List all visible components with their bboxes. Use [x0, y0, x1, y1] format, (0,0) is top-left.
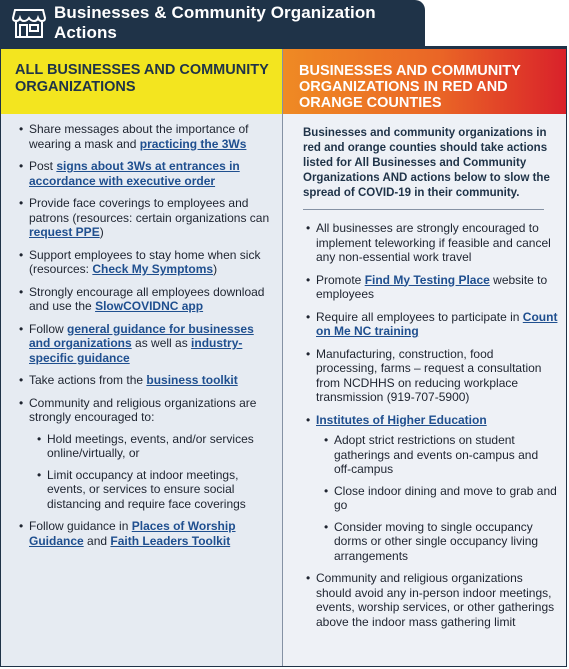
- sub-list-item: • Close indoor dining and move to grab and go: [334, 484, 558, 513]
- sub-list-item: • Limit occupancy at indoor meetings, events, or services to ensure social distancing and require face coverings: [47, 468, 274, 512]
- places-of-worship-link[interactable]: Places of Worship Guidance: [29, 519, 236, 548]
- list-item: • Promote Find My Testing Place website to employees: [316, 273, 558, 302]
- check-my-symptoms-link[interactable]: Check My Symptoms: [92, 262, 214, 276]
- red-orange-list: [283, 210, 566, 629]
- sub-list-item: • Hold meetings, events, and/or services online/virtually, or: [47, 432, 274, 461]
- list-item: • Support employees to stay home when sick (resources: Check My Symptoms): [29, 248, 274, 277]
- list-item: • Take actions from the business toolkit: [29, 373, 274, 388]
- sub-list: [29, 425, 274, 512]
- list-item: • Manufacturing, construction, food processing, farms – request a consultation from NCDHHS on reducing workplace transmission (919-707-5900): [316, 347, 558, 405]
- banner-title: Businesses & Community Organization Actions: [53, 3, 376, 42]
- general-guidance-link[interactable]: general guidance for businesses and organizations: [29, 321, 254, 350]
- find-my-testing-place-link[interactable]: Find My Testing Place: [364, 272, 490, 287]
- list-item: • Post signs about 3Ws at entrances in accordance with executive order: [29, 159, 274, 188]
- list-item: • Follow general guidance for businesses and organizations as well as industry-specific guidance: [29, 322, 274, 366]
- all-businesses-heading: ALL BUSINESSES AND COMMUNITY ORGANIZATIONS: [1, 49, 282, 114]
- institutes-higher-education-link[interactable]: Institutes of Higher Education: [316, 412, 487, 427]
- list-item: • Require all employees to participate in Count on Me NC training: [316, 310, 558, 339]
- list-item: • Follow guidance in Places of Worship Guidance and Faith Leaders Toolkit: [29, 519, 274, 548]
- list-item: • Community and religious organizations are strongly encouraged to: • Hold meetings, events, and/or services online/virtually, or • Limit occupancy at indoor meetings, events, or services to ensure social distancing and require face coverings: [29, 396, 274, 512]
- count-on-me-nc-link[interactable]: Count on Me NC training: [316, 309, 558, 338]
- banner: [0, 0, 425, 46]
- storefront-icon: [8, 1, 50, 45]
- all-businesses-list: [1, 114, 282, 548]
- sub-list-item: • Consider moving to single occupancy dorms or other single occupancy living arrangements: [334, 520, 558, 564]
- signs-3ws-link[interactable]: signs about 3Ws at entrances in accordance with executive order: [29, 159, 240, 188]
- actions-panel: [0, 46, 567, 667]
- slowcovidnc-app-link[interactable]: SlowCOVIDNC app: [95, 299, 204, 313]
- red-orange-counties-column: [283, 49, 566, 666]
- list-item: • All businesses are strongly encouraged to implement teleworking if feasible and cancel any non-essential work travel: [316, 221, 558, 265]
- red-orange-heading: BUSINESSES AND COMMUNITY ORGANIZATIONS IN RED AND ORANGE COUNTIES: [283, 49, 566, 114]
- industry-guidance-link[interactable]: industry-specific guidance: [29, 336, 243, 365]
- list-item: • Provide face coverings to employees and patrons (resources: certain organizations can request PPE): [29, 196, 274, 240]
- sub-list-item: • Adopt strict restrictions on student gatherings and events on-campus and off-campus: [334, 433, 558, 477]
- red-orange-intro: Businesses and community organizations in red and orange counties should take actions listed for All Businesses and Community Organizations AND actions below to slow the spread of COVID-19 in their community.: [303, 127, 550, 199]
- sub-list: [316, 427, 558, 563]
- business-toolkit-link[interactable]: business toolkit: [146, 373, 238, 387]
- practicing-3ws-link[interactable]: practicing the 3Ws: [139, 136, 247, 151]
- list-item: • Strongly encourage all employees download and use the SlowCOVIDNC app: [29, 285, 274, 314]
- all-businesses-column: [1, 49, 283, 666]
- request-ppe-link[interactable]: request PPE: [29, 225, 100, 239]
- list-item: • Community and religious organizations should avoid any in-person indoor meetings, events, worship services, or other gatherings above the indoor mass gathering limit: [316, 571, 558, 629]
- list-item: • Share messages about the importance of wearing a mask and practicing the 3Ws: [29, 122, 274, 151]
- faith-leaders-toolkit-link[interactable]: Faith Leaders Toolkit: [110, 533, 231, 548]
- list-item: [316, 413, 558, 564]
